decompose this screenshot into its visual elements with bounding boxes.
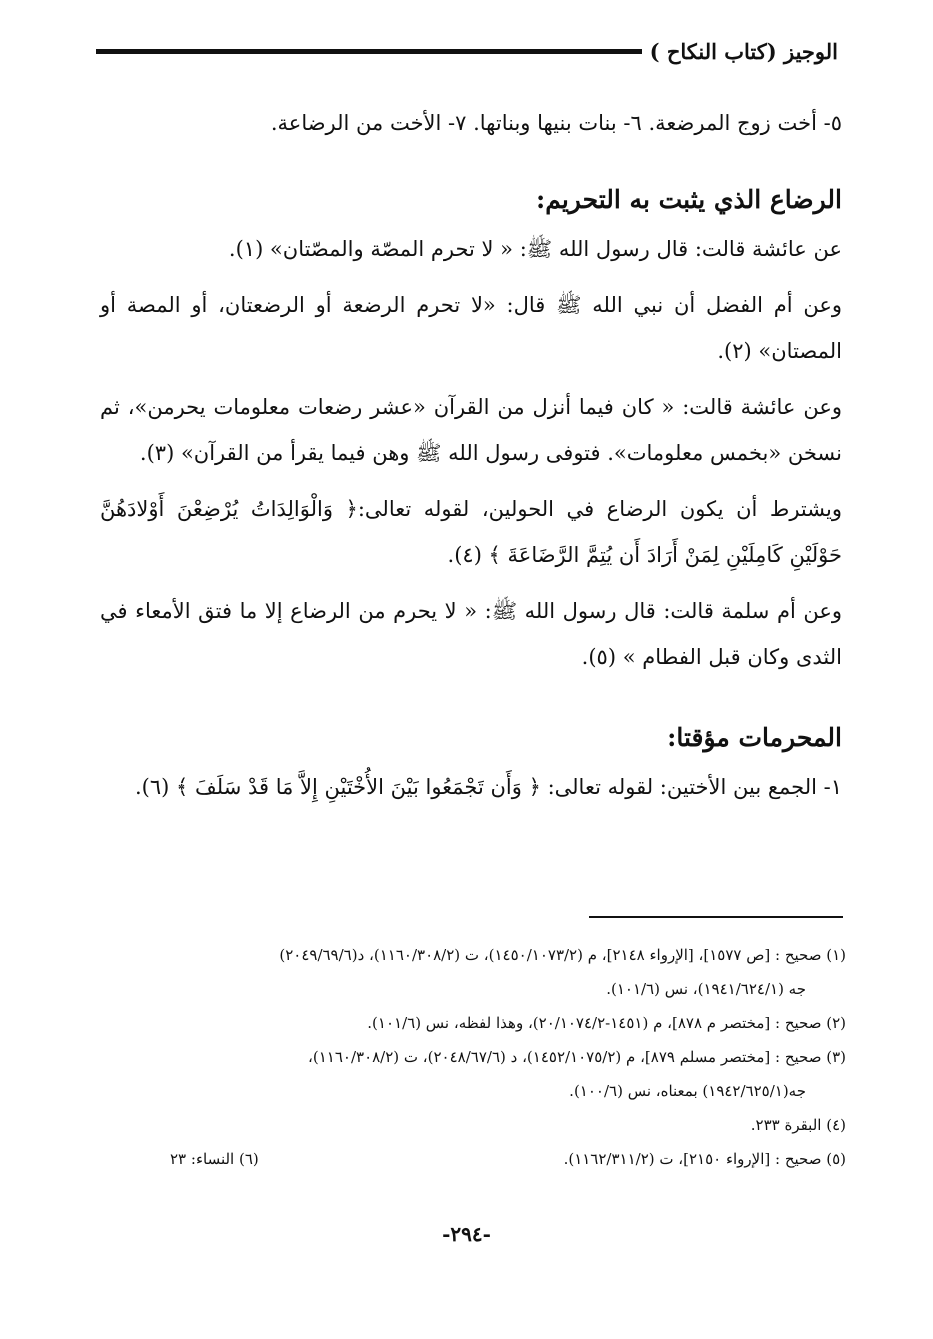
section-heading-rada: الرضاع الذي يثبت به التحريم:	[535, 185, 842, 214]
header-title: الوجيز (كتاب النكاح )	[649, 38, 838, 64]
header-rule	[96, 49, 642, 54]
footnote-5: (٥) صحيح : [الإرواء ٢١٥٠]، ت (١١٦٢/٣١١/٢).	[563, 1150, 846, 1168]
footnote-row	[110, 1142, 846, 1176]
main-text	[100, 100, 842, 820]
running-header	[96, 36, 838, 66]
footnote-1-continued: جه (١٩٤١/٦٢٤/١)، نس (١٠١/٦).	[606, 980, 806, 998]
paragraph: وعن عائشة قالت: « كان فيما أنزل من القرآن «عشر رضعات معلومات يحرمن»، ثم نسخن «بخمس معلومات». فتوفى رسول الله ﷺ وهن فيما يقرأ من القرآن» (٣).	[100, 395, 842, 465]
paragraph: وعن أم سلمة قالت: قال رسول الله ﷺ: « لا يحرم من الرضاع إلا ما فتق الأمعاء في الثدى وكان قبل الفطام » (٥).	[100, 599, 842, 669]
footnote-separator	[589, 916, 843, 918]
page-number: -٢٩٤-	[442, 1222, 491, 1246]
paragraph: وعن أم الفضل أن نبي الله ﷺ قال: «لا تحرم الرضعة أو الرضعتان، أو المصة أو المصتان» (٢).	[100, 293, 842, 363]
footnote-6: (٦) النساء: ٢٣	[170, 1150, 259, 1168]
section-heading-temporary: المحرمات مؤقتا:	[667, 723, 842, 752]
footnote-3: (٣) صحيح : [مختصر مسلم ٨٧٩]، م (١٤٥٢/١٠٧٥/٢)، د (٢٠٤٨/٦٧/٦)، ت (١١٦٠/٣٠٨/٢)،	[308, 1048, 846, 1066]
footnote-4: (٤) البقرة ٢٣٣.	[750, 1116, 846, 1134]
paragraph: عن عائشة قالت: قال رسول الله ﷺ: « لا تحرم المصّة والمصّتان» (١).	[228, 237, 842, 261]
footnotes	[110, 938, 846, 1176]
paragraph: ويشترط أن يكون الرضاع في الحولين، لقوله تعالى:﴿ وَالْوَالِدَاتُ يُرْضِعْنَ أَوْلادَهُنَّ حَوْلَيْنِ كَامِلَيْنِ لِمَنْ أَرَادَ أَن يُتِمَّ الرَّضَاعَةَ ﴾ (٤).	[100, 497, 842, 567]
paragraph: ١- الجمع بين الأختين: لقوله تعالى: ﴿ وَأَن تَجْمَعُوا بَيْنَ الأُخْتَيْنِ إِلاَّ مَا قَدْ سَلَفَ ﴾ (٦).	[135, 775, 842, 799]
footnote-3-continued: جه(١٩٤٢/٦٢٥/١) بمعناه، نس (١٠٠/٦).	[569, 1082, 806, 1100]
intro-paragraph: ٥- أخت زوج المرضعة. ٦- بنات بنيها وبناتها. ٧- الأخت من الرضاعة.	[270, 111, 842, 135]
footnote-2: (٢) صحيح : [مختصر م ٨٧٨]، م (١٤٥١-٢٠/١٠٧٤/٢)، وهذا لفظه، نس (١٠١/٦).	[367, 1014, 846, 1032]
footnote-1: (١) صحيح : [ص ١٥٧٧]، [الإرواء ٢١٤٨]، م (١٤٥٠/١٠٧٣/٢)، ت (١١٦٠/٣٠٨/٢)، د(٢٠٤٩/٦٩/٦)	[279, 946, 846, 964]
